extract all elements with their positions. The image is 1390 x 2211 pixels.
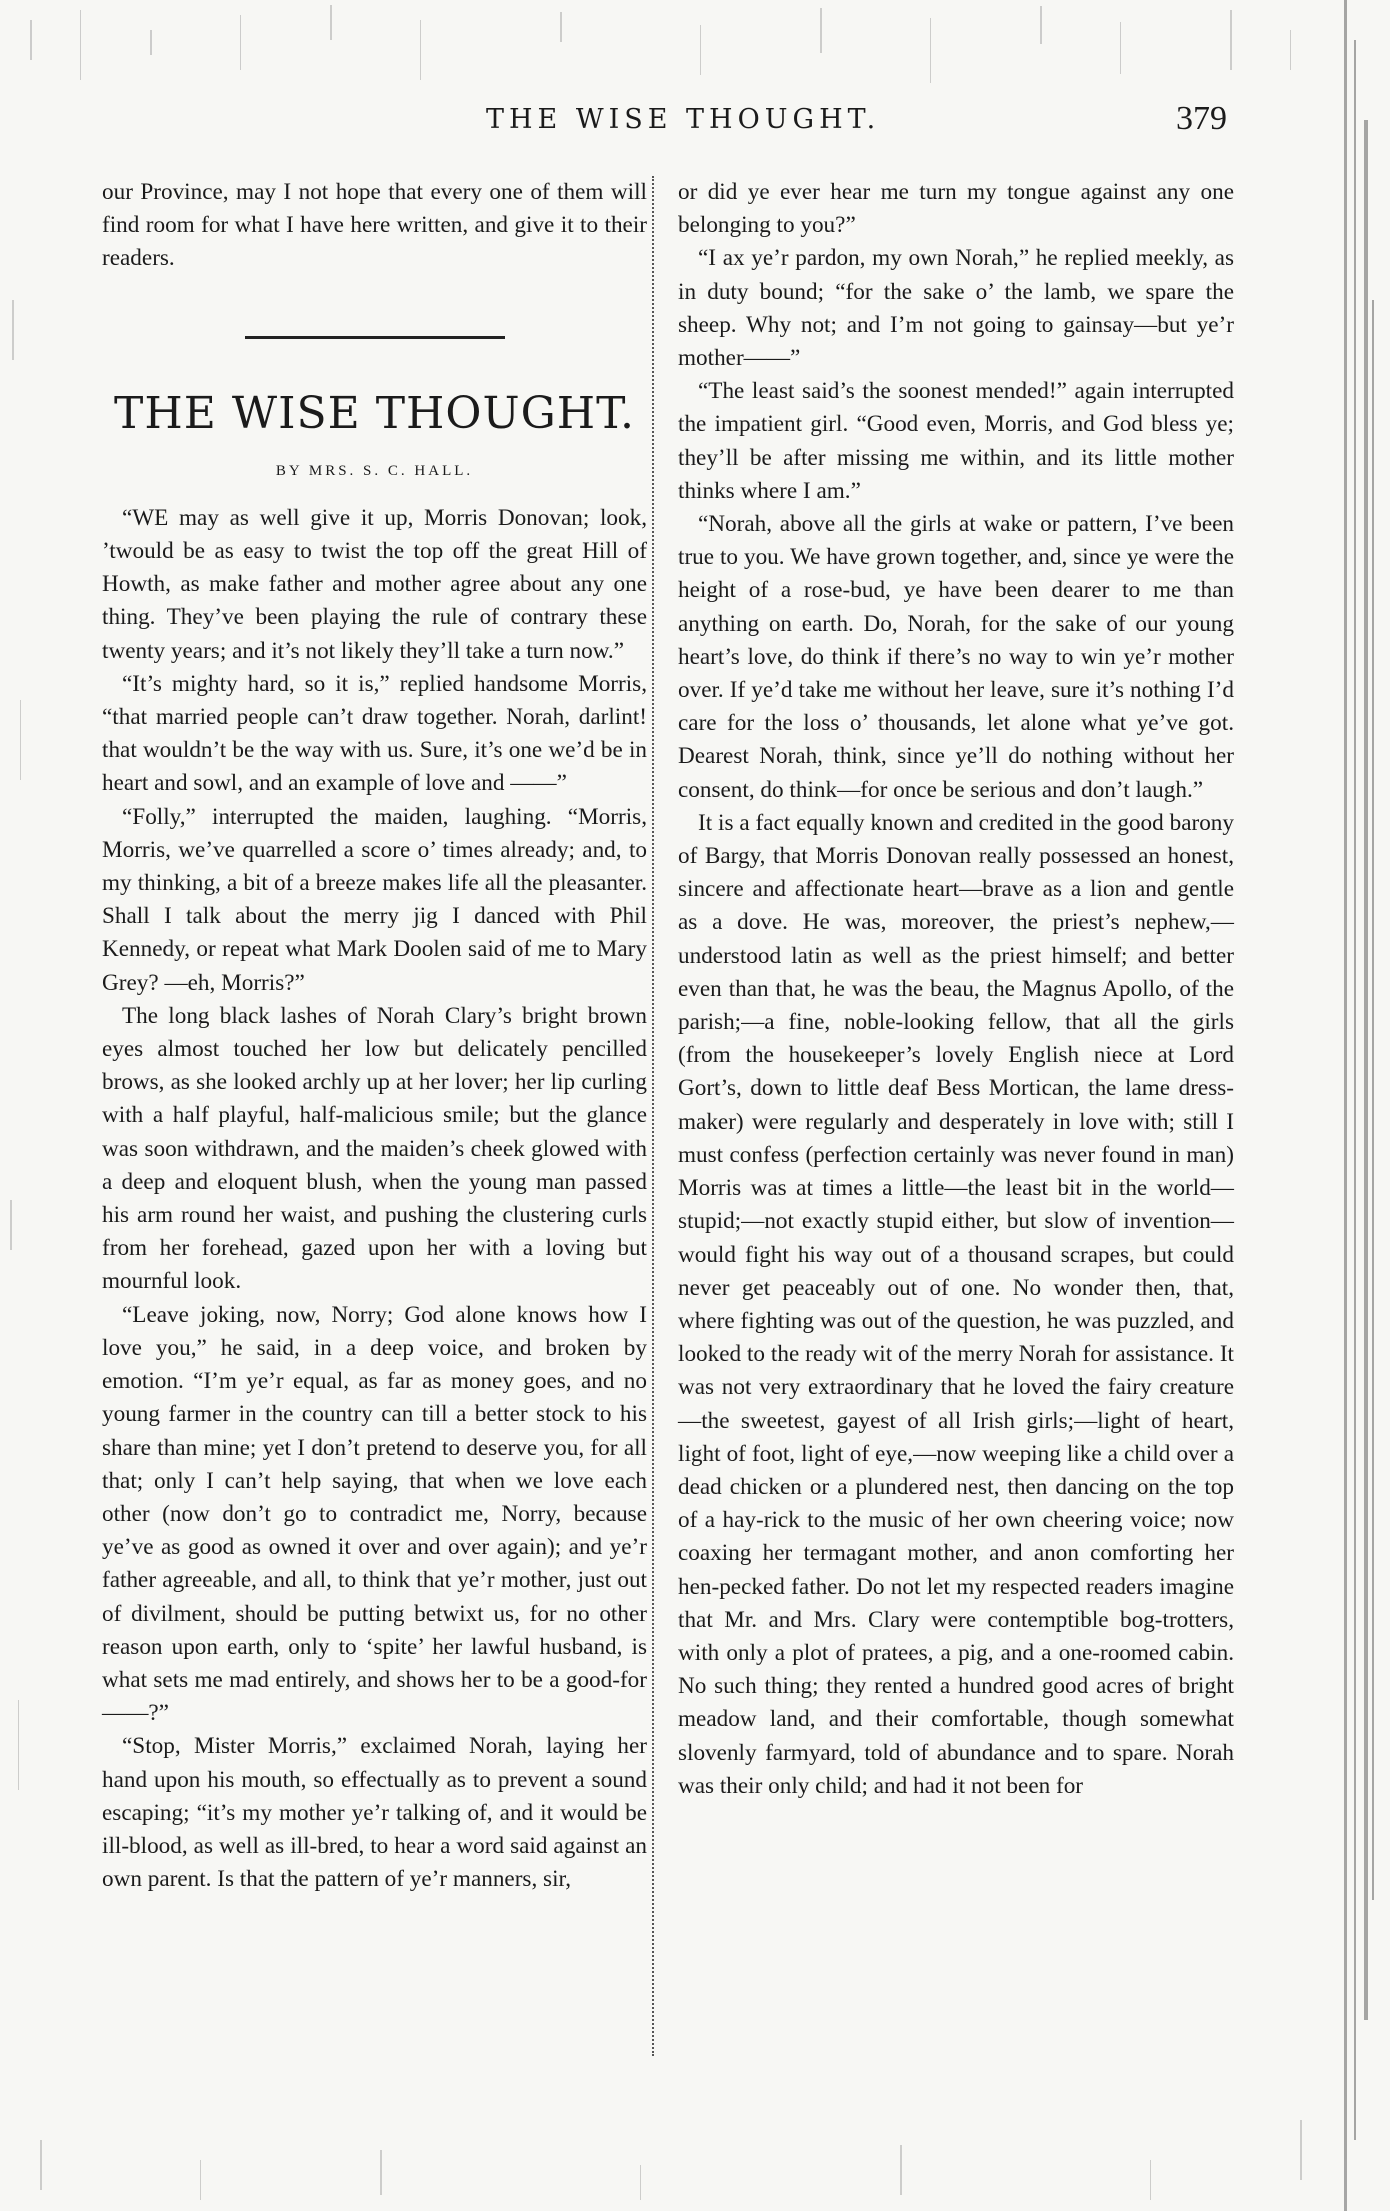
right-column xyxy=(678,176,1234,1803)
paragraph: or did ye ever hear me turn my tongue against any one belonging to you?” xyxy=(678,179,1234,239)
paragraph: It is a fact equally known and credited in the good barony of Bargy, that Morris Donovan really possessed an honest, sincere and affectionate heart—brave as a lion and gentle as a dove. He was, moreover, the priest’s nephew,—understood latin as well as the priest himself; and better even than that, he was the beau, the Magnus Apollo, of the parish;—a fine, noble-looking fellow, that all the girls (from the housekeeper’s lovely English niece at Lord Gort’s, down to little deaf Bess Mortican, the lame dress-maker) were regularly and desperately in love with; still I must confess (perfection certainly was never found in man) Morris was at times a little—the least bit in the world—stupid;—not exactly stupid either, but slow of invention—would fight his way out of a thousand scrapes, but could never get peaceably out of one. No wonder then, that, where fighting was out of the question, he was puzzled, and looked to the ready wit of the merry Norah for assistance. It was not very extraordinary that he loved the fairy creature—the sweetest, gayest of all Irish girls;—light of heart, light of foot, light of eye,—now weeping like a child over a dead chicken or a plundered nest, then dancing on the top of a hay-rick to the music of her own cheering voice; now coaxing her termagant mother, and anon comforting her hen-pecked father. Do not let my respected readers imagine that Mr. and Mrs. Clary were contemptible bog-trotters, with only a plot of pratees, a pig, and a one-roomed cabin. No such thing; they rented a hundred good acres of bright meadow land, and their comfortable, though somewhat slovenly farmyard, told of abundance and to spare. Norah was their only child; and had it not been for xyxy=(678,809,1234,1799)
intro-continuation: our Province, may I not hope that every one of them will find room for what I have here written, and give it to their readers. xyxy=(102,179,647,272)
paragraph: “Leave joking, now, Norry; God alone knows how I love you,” he said, in a deep voice, and broken by emotion. “I’m ye’r equal, as far as money goes, and no young farmer in the country can till a better stock to his share than mine; yet I don’t pretend to deserve you, for all that; only I can’t help saying, that when we love each other (now don’t go to contradict me, Norry, because ye’ve as good as owned it over and over again); and ye’r father agreeable, and all, to think that ye’r mother, just out of divilment, should be putting betwixt us, for no other reason upon earth, only to ‘spite’ her lawful husband, is what sets me mad entirely, and shows her to be a good-for——?” xyxy=(102,1301,647,1727)
byline: BY MRS. S. C. HALL. xyxy=(275,462,474,479)
running-title: THE WISE THOUGHT. xyxy=(486,104,881,135)
paragraph: “Stop, Mister Morris,” exclaimed Norah, laying her hand upon his mouth, so effectually as to prevent a sound escaping; “it’s my mother ye’r talking of, and it would be ill-blood, as well as ill-bred, to hear a word said against an own parent. Is that the pattern of ye’r manners, sir, xyxy=(102,1733,647,1893)
paragraph: “The least said’s the soonest mended!” again interrupted the impatient girl. “Good even, Morris, and God bless ye; they’ll be after missing me within, and its little mother thinks where I am.” xyxy=(678,378,1234,504)
page-number: 379 xyxy=(1176,100,1227,137)
paragraph: The long black lashes of Norah Clary’s bright brown eyes almost touched her low but delicately pencilled brows, as she looked archly up at her lover; her lip curling with a half playful, half-malicious smile; but the glance was soon withdrawn, and the maiden’s cheek glowed with a deep and eloquent blush, when the young man passed his arm round her waist, and pushing the clustering curls from her forehead, gazed upon her with a loving but mournful look. xyxy=(102,1002,647,1295)
column-divider xyxy=(652,176,654,2056)
paragraph: “WE may as well give it up, Morris Donovan; look, ’twould be as easy to twist the top off the great Hill of Howth, as make father and mother agree about any one thing. They’ve been playing the rule of contrary these twenty years; and it’s not likely they’ll take a turn now.” xyxy=(102,504,647,664)
paragraph: “I ax ye’r pardon, my own Norah,” he replied meekly, as in duty bound; “for the sake o’ the lamb, we spare the sheep. Why not; and I’m not going to gainsay—but ye’r mother——” xyxy=(678,245,1234,372)
page-header xyxy=(0,100,1390,148)
left-column xyxy=(102,176,647,1896)
paragraph: “Norah, above all the girls at wake or pattern, I’ve been true to you. We have grown together, and, since ye were the height of a rose-bud, ye have been dearer to me than anything on earth. Do, Norah, for the sake of our young heart’s love, do think if there’s no way to win ye’r mother over. If ye’d take me without her leave, sure it’s nothing I’d care for the loss o’ thousands, let alone what ye’ve got. Dearest Norah, think, since ye’ll do nothing without her consent, do think—for once be serious and don’t laugh.” xyxy=(678,511,1234,803)
article-title: THE WISE THOUGHT. xyxy=(114,387,635,439)
section-rule xyxy=(245,336,505,339)
binding-edge-texture xyxy=(1338,0,1378,2211)
paragraph: “Folly,” interrupted the maiden, laughing. “Morris, Morris, we’ve quarrelled a score o’ times already; and, to my thinking, a bit of a breeze makes life all the pleasanter. Shall I talk about the merry jig I danced with Phil Kennedy, or repeat what Mark Doolen said of me to Mary Grey? —eh, Morris?” xyxy=(102,803,647,996)
paragraph: “It’s mighty hard, so it is,” replied handsome Morris, “that married people can’t draw together. Norah, darlint! that wouldn’t be the way with us. Sure, it’s one we’d be in heart and sowl, and an example of love and ——” xyxy=(102,670,647,797)
